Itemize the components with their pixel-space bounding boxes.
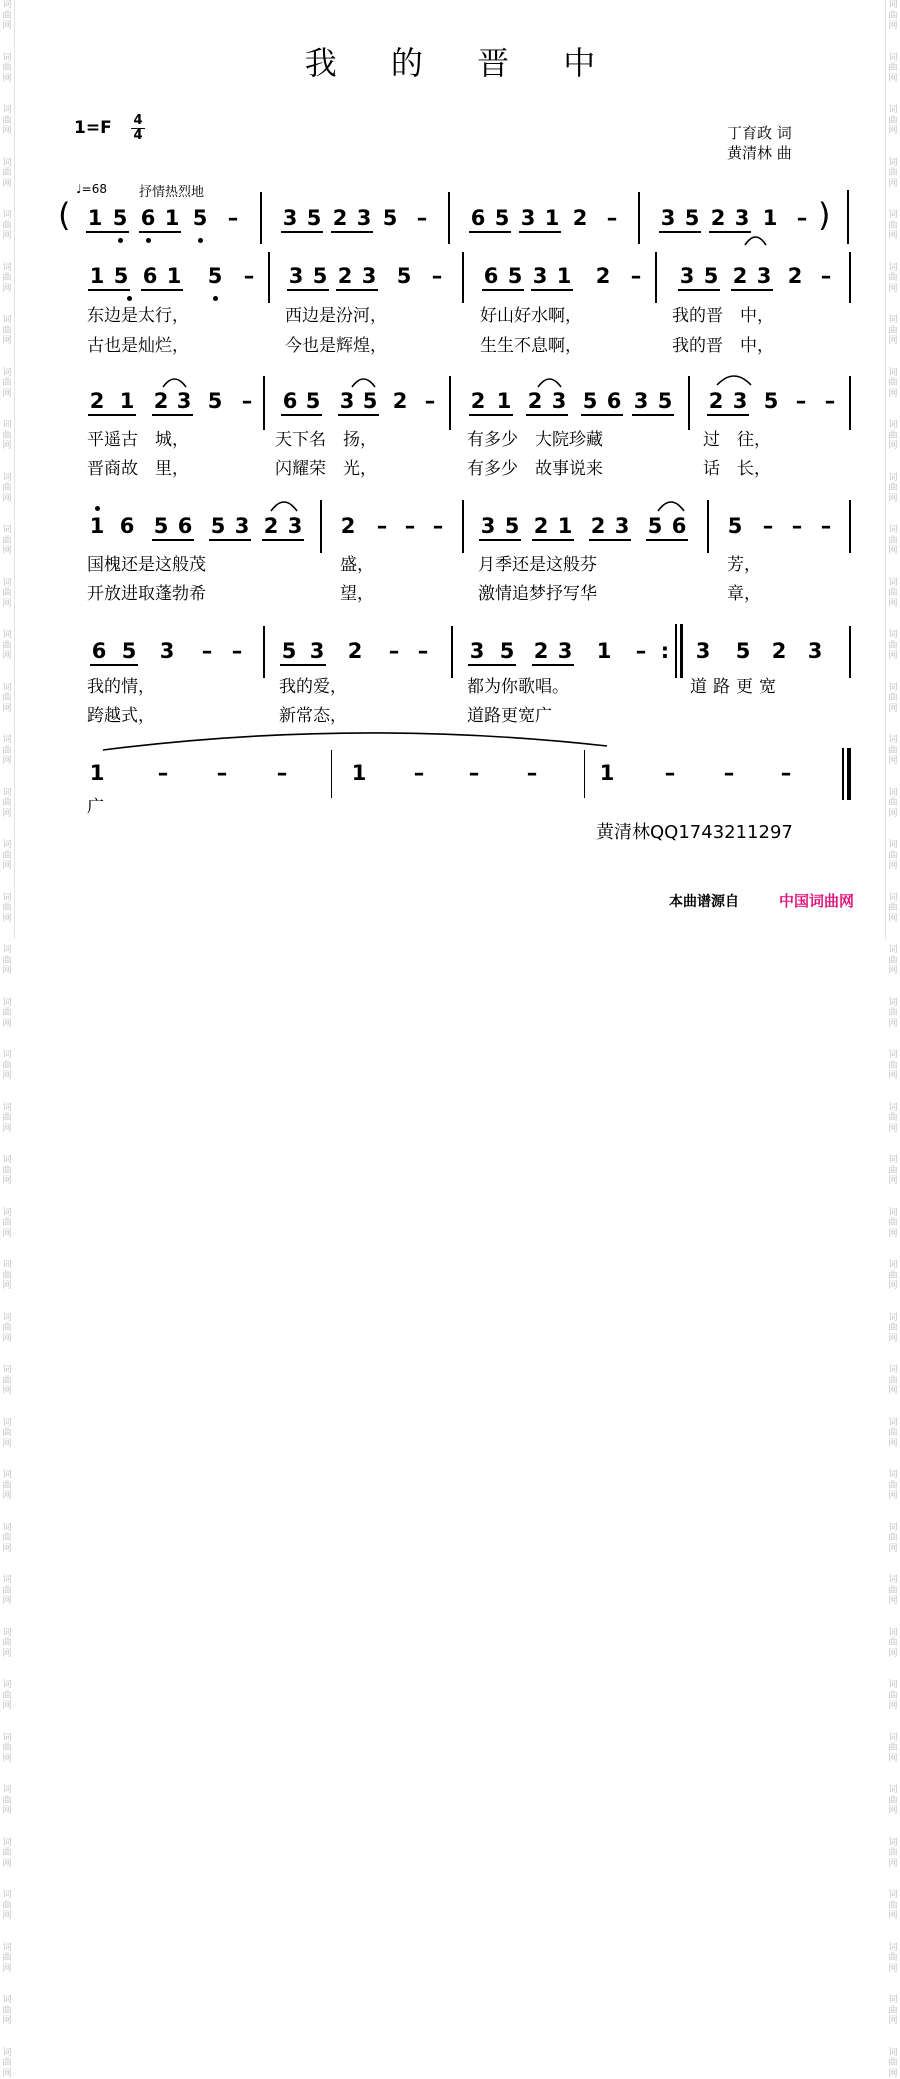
- lyric-verse1: 我的情，: [87, 677, 155, 697]
- dash: –: [432, 514, 444, 538]
- note: 3: [361, 264, 377, 288]
- note: 3: [309, 639, 325, 663]
- lyric-verse1: 月季还是这般芬: [478, 555, 597, 575]
- octave-dot: [118, 238, 123, 243]
- note: 5: [763, 389, 779, 413]
- beam-underline: [482, 289, 524, 291]
- lyric-verse1: 有多少 大院珍藏: [467, 430, 603, 450]
- slur-arc: [352, 379, 375, 387]
- note: 1: [164, 206, 180, 230]
- dash: –: [791, 514, 803, 538]
- note: 3: [480, 514, 496, 538]
- dash: –: [276, 761, 288, 785]
- note: 3: [339, 389, 355, 413]
- note: 5: [207, 389, 223, 413]
- dash: –: [404, 514, 416, 538]
- note: 3: [287, 514, 303, 538]
- lyric-verse2: 章，: [727, 584, 761, 604]
- beam-underline: [152, 414, 193, 416]
- note: 6: [119, 514, 135, 538]
- note: 5: [396, 264, 412, 288]
- barline: [849, 376, 851, 430]
- dash: –: [241, 389, 253, 413]
- slur-arc: [103, 733, 607, 750]
- beam-underline: [281, 231, 323, 233]
- lyric-verse2: 有多少 故事说来: [467, 459, 603, 479]
- slur-arc: [163, 379, 186, 387]
- note: 1: [599, 761, 615, 785]
- lyric-verse1: 道路更宽: [690, 677, 782, 697]
- beam-underline: [86, 231, 129, 233]
- lyric-verse1: 平遥古 城，: [87, 430, 189, 450]
- octave-dot: [127, 296, 132, 301]
- note: 6: [483, 264, 499, 288]
- arranger-signature: 黄清林QQ1743211297: [596, 822, 793, 843]
- lyric-verse2: 望，: [340, 584, 374, 604]
- lyric-verse1: 天下名 扬，: [275, 430, 377, 450]
- barline: [849, 500, 851, 553]
- note: 5: [305, 389, 321, 413]
- repeat-barline-thick: [680, 624, 683, 678]
- dash: –: [231, 639, 243, 663]
- note: 2: [263, 514, 279, 538]
- note: 5: [121, 639, 137, 663]
- note: 2: [527, 389, 543, 413]
- lyric-verse1: 西边是汾河，: [285, 306, 387, 326]
- slur-arc: [271, 502, 297, 511]
- note: 6: [606, 389, 622, 413]
- beam-underline: [331, 231, 373, 233]
- note: 6: [140, 206, 156, 230]
- note: 5: [703, 264, 719, 288]
- repeat-dots: :: [660, 639, 670, 663]
- note: 1: [496, 389, 512, 413]
- beam-underline: [141, 289, 183, 291]
- note: 6: [671, 514, 687, 538]
- lyric-verse1: 东边是太行，: [87, 306, 189, 326]
- note: 5: [207, 264, 223, 288]
- note: 3: [756, 264, 772, 288]
- barline: [268, 252, 270, 303]
- lyric-verse1: 都为你歌唱。: [467, 677, 569, 697]
- note: 3: [176, 389, 192, 413]
- dash: –: [413, 761, 425, 785]
- note: 5: [507, 264, 523, 288]
- beam-underline: [88, 414, 136, 416]
- note: 2: [347, 639, 363, 663]
- beam-underline: [707, 414, 749, 416]
- slur-arc: [658, 502, 684, 511]
- barline: [688, 376, 690, 430]
- note: 5: [153, 514, 169, 538]
- beam-underline: [469, 231, 511, 233]
- lyric-verse2: 闪耀荣 光，: [275, 459, 377, 479]
- beam-underline: [262, 539, 304, 541]
- note: 2: [572, 206, 588, 230]
- beam-underline: [287, 289, 329, 291]
- final-barline-thick: [847, 748, 851, 800]
- note: 3: [288, 264, 304, 288]
- note: 1: [544, 206, 560, 230]
- slur-arc: [745, 237, 766, 245]
- barline-thin: [584, 750, 585, 798]
- final-barline: [842, 748, 844, 800]
- open-paren: (: [58, 196, 71, 234]
- beam-underline: [526, 414, 568, 416]
- lyric-verse1: 我的爱，: [279, 677, 347, 697]
- lyric-verse1: 芳，: [727, 555, 761, 575]
- note: 2: [708, 389, 724, 413]
- note: 5: [112, 206, 128, 230]
- note: 1: [557, 514, 573, 538]
- repeat-barline: [675, 624, 677, 678]
- note: 5: [312, 264, 328, 288]
- barline: [462, 500, 464, 553]
- note: 1: [89, 264, 105, 288]
- dash: –: [630, 264, 642, 288]
- tempo-mark: ♩=68: [76, 182, 107, 196]
- barline: [655, 252, 657, 303]
- beam-underline: [731, 289, 773, 291]
- dash: –: [243, 264, 255, 288]
- dash: –: [201, 639, 213, 663]
- note: 2: [710, 206, 726, 230]
- note: 1: [89, 514, 105, 538]
- dash: –: [762, 514, 774, 538]
- beam-underline: [338, 414, 379, 416]
- barline-thin: [331, 750, 332, 798]
- note: 1: [166, 264, 182, 288]
- lyric-verse2: 跨越式，: [87, 706, 155, 726]
- lyric-verse1: 过 往，: [703, 430, 771, 450]
- note: 5: [657, 389, 673, 413]
- beam-underline: [659, 231, 701, 233]
- note: 1: [762, 206, 778, 230]
- dash: –: [468, 761, 480, 785]
- beam-underline: [281, 414, 322, 416]
- lyric-verse2: 生生不息啊，: [480, 336, 582, 356]
- note: 3: [734, 206, 750, 230]
- note: 3: [532, 264, 548, 288]
- note: 3: [557, 639, 573, 663]
- dash: –: [820, 264, 832, 288]
- note: 5: [192, 206, 208, 230]
- note: 6: [282, 389, 298, 413]
- lyricist-credit: 丁育政 词: [727, 124, 792, 142]
- note: 6: [91, 639, 107, 663]
- beam-underline: [531, 289, 573, 291]
- lyric-verse1: 国槐还是这般茂: [87, 555, 206, 575]
- beam-underline: [646, 539, 688, 541]
- beam-underline: [468, 664, 516, 666]
- left-watermark-strip: 词 曲 网 词 曲 网 词 曲 网 词 曲 网 词 曲 网 词 曲 网 词 曲 网 词 曲 网 词 曲 网 词 曲 网 词 曲 网 词 曲 网 词 曲 网 词 曲 网 词 曲 网 词 曲 网 词 曲 网 词 曲 网 词 曲 网 词 曲 网 词 曲 网 词 曲 网 词 曲 网 词 曲 网 词 曲 网 词 曲 网 词 曲 网 词 曲 网 词 曲 网 词 曲 网 词 曲 网 词 曲 网 词 曲 网 词 曲 网 词 曲 网 词 曲 网 词 曲 网 词 曲 网 词 曲 网 词 曲 网: [0, 0, 15, 939]
- beam-underline: [589, 539, 631, 541]
- barline: [320, 500, 322, 553]
- barline: [263, 376, 265, 430]
- note: 3: [695, 639, 711, 663]
- note: 3: [679, 264, 695, 288]
- note: 2: [590, 514, 606, 538]
- note: 5: [210, 514, 226, 538]
- dash: –: [635, 639, 647, 663]
- barline: [849, 252, 851, 303]
- beam-underline: [532, 539, 574, 541]
- note: 1: [556, 264, 572, 288]
- note: 5: [735, 639, 751, 663]
- note: 3: [469, 639, 485, 663]
- beam-underline: [479, 539, 521, 541]
- beam-underline: [519, 231, 561, 233]
- note: 3: [614, 514, 630, 538]
- dash: –: [820, 514, 832, 538]
- note: 5: [281, 639, 297, 663]
- note: 3: [356, 206, 372, 230]
- dash: –: [216, 761, 228, 785]
- beam-underline: [90, 664, 138, 666]
- note: 3: [633, 389, 649, 413]
- note: 2: [89, 389, 105, 413]
- note: 2: [732, 264, 748, 288]
- note: 2: [533, 514, 549, 538]
- dash: –: [424, 389, 436, 413]
- note: 5: [494, 206, 510, 230]
- note: 2: [332, 206, 348, 230]
- beam-underline: [532, 664, 574, 666]
- beam-underline: [336, 289, 378, 291]
- lyric-verse2: 晋商故 里，: [87, 459, 189, 479]
- lyric-verse1: 广: [87, 797, 104, 817]
- beam-underline: [152, 539, 194, 541]
- beam-underline: [280, 664, 326, 666]
- dash: –: [664, 761, 676, 785]
- song-title: 我 的 晋 中: [304, 44, 618, 82]
- note: 3: [282, 206, 298, 230]
- lyric-verse2: 今也是辉煌，: [285, 336, 387, 356]
- note: 6: [142, 264, 158, 288]
- source-label: 本曲谱源自: [669, 894, 739, 910]
- beam-underline: [581, 414, 623, 416]
- note: 6: [470, 206, 486, 230]
- dash: –: [526, 761, 538, 785]
- note: 2: [337, 264, 353, 288]
- dash: –: [796, 206, 808, 230]
- note: 5: [504, 514, 520, 538]
- barline: [448, 192, 450, 244]
- note: 3: [159, 639, 175, 663]
- lyric-verse1: 好山好水啊，: [480, 306, 582, 326]
- composer-credit: 黄清林 曲: [727, 144, 792, 162]
- dash: –: [431, 264, 443, 288]
- note: 2: [533, 639, 549, 663]
- lyric-verse1: 我的晋 中，: [672, 306, 774, 326]
- dash: –: [417, 639, 429, 663]
- note: 2: [153, 389, 169, 413]
- expression-mark: 抒情热烈地: [139, 185, 205, 200]
- dash: –: [824, 389, 836, 413]
- dash: –: [780, 761, 792, 785]
- dash: –: [388, 639, 400, 663]
- dash: –: [723, 761, 735, 785]
- octave-dot: [198, 238, 203, 243]
- octave-dot: [95, 506, 100, 511]
- dash: –: [227, 206, 239, 230]
- beam-underline: [88, 289, 130, 291]
- note: 2: [392, 389, 408, 413]
- note: 5: [362, 389, 378, 413]
- dash: –: [416, 206, 428, 230]
- note: 1: [89, 761, 105, 785]
- note: 1: [87, 206, 103, 230]
- dash: –: [606, 206, 618, 230]
- dash: –: [795, 389, 807, 413]
- octave-dot: [146, 238, 151, 243]
- barline: [462, 252, 464, 303]
- beam-underline: [139, 231, 181, 233]
- note: 3: [234, 514, 250, 538]
- lyric-verse2: 话 长，: [703, 459, 771, 479]
- note: 1: [596, 639, 612, 663]
- key-signature: 1=F: [74, 118, 112, 138]
- barline: [707, 500, 709, 553]
- note: 5: [684, 206, 700, 230]
- lyric-verse2: 开放进取蓬勃希: [87, 584, 206, 604]
- note: 2: [787, 264, 803, 288]
- note: 2: [470, 389, 486, 413]
- lyric-verse2: 新常态，: [279, 706, 347, 726]
- barline: [263, 626, 265, 678]
- note: 1: [351, 761, 367, 785]
- right-watermark-strip: 词 曲 网 词 曲 网 词 曲 网 词 曲 网 词 曲 网 词 曲 网 词 曲 网 词 曲 网 词 曲 网 词 曲 网 词 曲 网 词 曲 网 词 曲 网 词 曲 网 词 曲 网 词 曲 网 词 曲 网 词 曲 网 词 曲 网 词 曲 网 词 曲 网 词 曲 网 词 曲 网 词 曲 网 词 曲 网 词 曲 网 词 曲 网 词 曲 网 词 曲 网 词 曲 网 词 曲 网 词 曲 网 词 曲 网 词 曲 网 词 曲 网 词 曲 网 词 曲 网 词 曲 网 词 曲 网 词 曲 网: [885, 0, 900, 939]
- time-signature-top: 4: [131, 114, 145, 129]
- dash: –: [157, 761, 169, 785]
- beam-underline: [709, 231, 751, 233]
- time-signature-bottom: 4: [133, 128, 143, 143]
- note: 3: [807, 639, 823, 663]
- note: 5: [499, 639, 515, 663]
- note: 5: [382, 206, 398, 230]
- note: 3: [660, 206, 676, 230]
- lyric-verse2: 道路更宽广: [467, 706, 552, 726]
- lyric-verse2: 古也是灿烂，: [87, 336, 189, 356]
- source-site-link[interactable]: 中国词曲网: [779, 892, 855, 910]
- barline: [451, 626, 453, 678]
- octave-dot: [213, 296, 218, 301]
- slur-arc: [717, 376, 751, 385]
- lyric-verse2: 我的晋 中，: [672, 336, 774, 356]
- note: 6: [177, 514, 193, 538]
- barline: [847, 190, 849, 244]
- note: 5: [113, 264, 129, 288]
- lyric-verse1: 盛，: [340, 555, 374, 575]
- barline: [449, 376, 451, 430]
- barline: [849, 626, 851, 678]
- note: 3: [520, 206, 536, 230]
- slur-arc: [538, 379, 561, 387]
- note: 2: [340, 514, 356, 538]
- note: 2: [595, 264, 611, 288]
- close-paren: ): [818, 196, 831, 234]
- note: 5: [727, 514, 743, 538]
- lyric-verse2: 激情追梦抒写华: [478, 584, 597, 604]
- note: 5: [306, 206, 322, 230]
- dash: –: [376, 514, 388, 538]
- beam-underline: [469, 414, 513, 416]
- barline: [260, 192, 262, 244]
- beam-underline: [632, 414, 674, 416]
- note: 3: [732, 389, 748, 413]
- note: 5: [647, 514, 663, 538]
- note: 2: [771, 639, 787, 663]
- note: 1: [119, 389, 135, 413]
- time-signature: [131, 114, 145, 143]
- note: 3: [551, 389, 567, 413]
- beam-underline: [209, 539, 251, 541]
- note: 5: [582, 389, 598, 413]
- beam-underline: [678, 289, 720, 291]
- barline: [638, 192, 640, 244]
